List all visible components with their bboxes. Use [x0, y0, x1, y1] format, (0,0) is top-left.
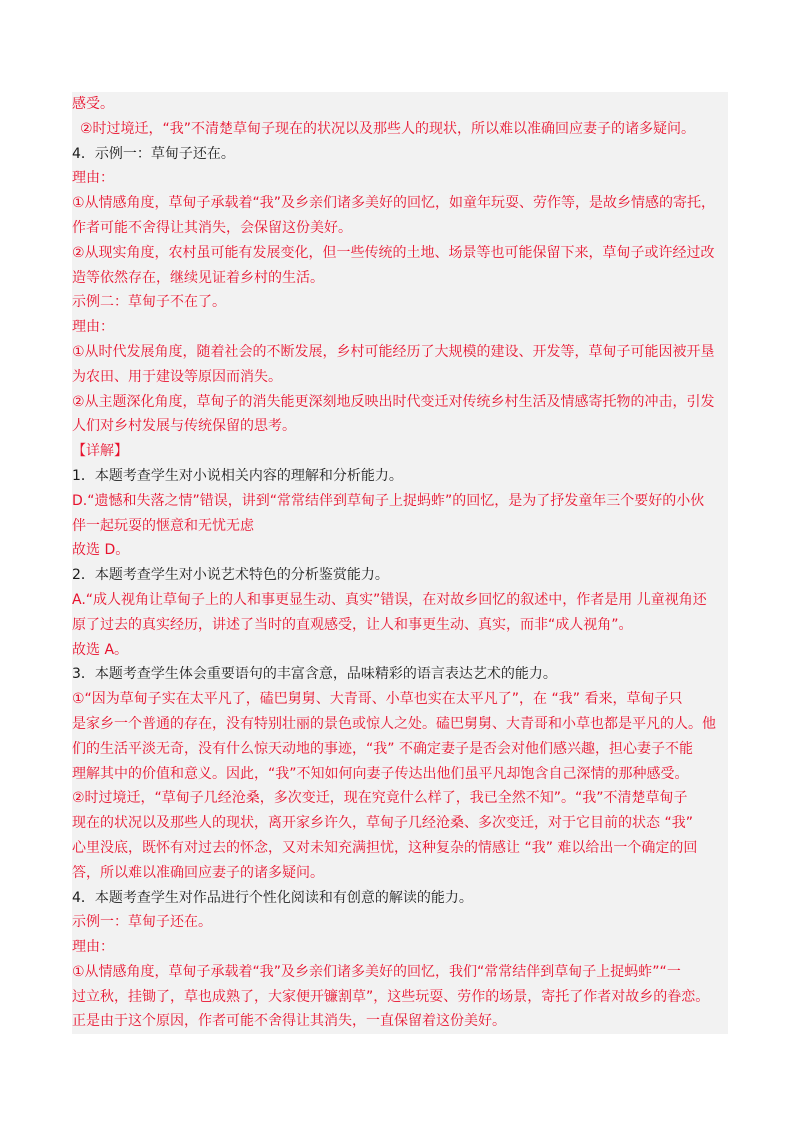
text-line: ①从情感角度，草甸子承载着“我”及乡亲们诸多美好的回忆，如童年玩耍、劳作等，是故乡情感的寄托，: [72, 195, 716, 212]
text-line: 2．本题考查学生对小说艺术特色的分析鉴赏能力。: [72, 567, 389, 584]
text-line: A.“成人视角让草甸子上的人和事更显生动、真实”错误，在对故乡回忆的叙述中，作者是用 儿童视角还: [72, 591, 707, 608]
text-line: 理由：: [72, 170, 114, 187]
text-line: 理由：: [72, 939, 114, 956]
text-line: 4．示例一：草甸子还在。: [72, 145, 235, 162]
text-line: 人们对乡村发展与传统保留的思考。: [72, 418, 296, 435]
text-line: 们的生活平淡无奇，没有什么惊天动地的事迹，“我” 不确定妻子是否会对他们感兴趣，担心妻子不能: [72, 740, 693, 757]
text-line: 为农田、用于建设等原因而消失。: [72, 368, 282, 385]
text-line: 故选 A。: [72, 641, 129, 658]
text-line: 过立秋，挂锄了，草也成熟了，大家便开镰割草”，这些玩耍、劳作的场景，寄托了作者对故乡的眷恋。: [72, 988, 710, 1005]
text-line: 造等依然存在，继续见证着乡村的生活。: [72, 269, 324, 286]
answer-analysis-section: [72, 92, 728, 1034]
text-line: D.“遗憾和失落之情”错误，讲到“常常结伴到草甸子上捉蚂蚱”的回忆，是为了抒发童年三个要好的小伙: [72, 492, 705, 509]
text-line: 故选 D。: [72, 542, 130, 559]
text-line: ②时过境迁，“草甸子几经沧桑，多次变迁，现在究竟什么样了，我已全然不知”。“我”不清楚草甸子: [72, 790, 688, 807]
text-line: 正是由于这个原因，作者可能不舍得让其消失，一直保留着这份美好。: [72, 1013, 506, 1030]
text-line: 伴一起玩耍的惬意和无忧无虑: [72, 517, 254, 534]
text-line: ①从时代发展角度，随着社会的不断发展，乡村可能经历了大规模的建设、开发等，草甸子可能因被开垦: [72, 343, 715, 360]
text-line: 作者可能不舍得让其消失，会保留这份美好。: [72, 219, 352, 236]
text-line: 心里没底，既怀有对过去的怀念，又对未知充满担忧，这种复杂的情感让 “我” 难以给出一个确定的回: [72, 839, 698, 856]
text-line: ①“因为草甸子实在太平凡了，磕巴舅舅、大青哥、小草也实在太平凡了”，在 “我” 看来，草甸子只: [72, 691, 683, 708]
text-line: 示例二：草甸子不在了。: [72, 294, 226, 311]
text-line: 【详解】: [72, 443, 128, 460]
text-line: 原了过去的真实经历，讲述了当时的直观感受，让人和事更生动、真实，而非“成人视角”。: [72, 616, 633, 633]
text-line: 示例一：草甸子还在。: [72, 914, 212, 931]
text-line: 理解其中的价值和意义。因此，“我”不知如何向妻子传达出他们虽平凡却饱含自己深情的那种感受。: [72, 765, 689, 782]
text-line: ①从情感角度，草甸子承载着“我”及乡亲们诸多美好的回忆，我们“常常结伴到草甸子上捉蚂蚱”“一: [72, 963, 681, 980]
text-line: 3．本题考查学生体会重要语句的丰富含意，品味精彩的语言表达艺术的能力。: [72, 666, 557, 683]
text-line: 感受。: [72, 96, 114, 112]
text-line: ②从主题深化角度，草甸子的消失能更深刻地反映出时代变迁对传统乡村生活及情感寄托物的冲击，引发: [72, 393, 715, 410]
text-line: 1．本题考查学生对小说相关内容的理解和分析能力。: [72, 467, 403, 484]
text-line: 答，所以难以准确回应妻子的诸多疑问。: [72, 864, 324, 881]
text-line: 是家乡一个普通的存在，没有特别壮丽的景色或惊人之处。磕巴舅舅、大青哥和小草也都是平凡的人。他: [72, 715, 716, 732]
text-line: 现在的状况以及那些人的现状，离开家乡许久，草甸子几经沧桑、多次变迁，对于它目前的状态 “我”: [72, 815, 693, 832]
text-line: ②从现实角度，农村虽可能有发展变化，但一些传统的土地、场景等也可能保留下来，草甸子或许经过改: [72, 244, 715, 261]
text-line: 理由：: [72, 319, 114, 336]
text-line: ②时过境迁，“我”不清楚草甸子现在的状况以及那些人的现状，所以难以准确回应妻子的诸多疑问。: [80, 120, 696, 137]
text-line: 4．本题考查学生对作品进行个性化阅读和有创意的解读的能力。: [72, 889, 473, 906]
